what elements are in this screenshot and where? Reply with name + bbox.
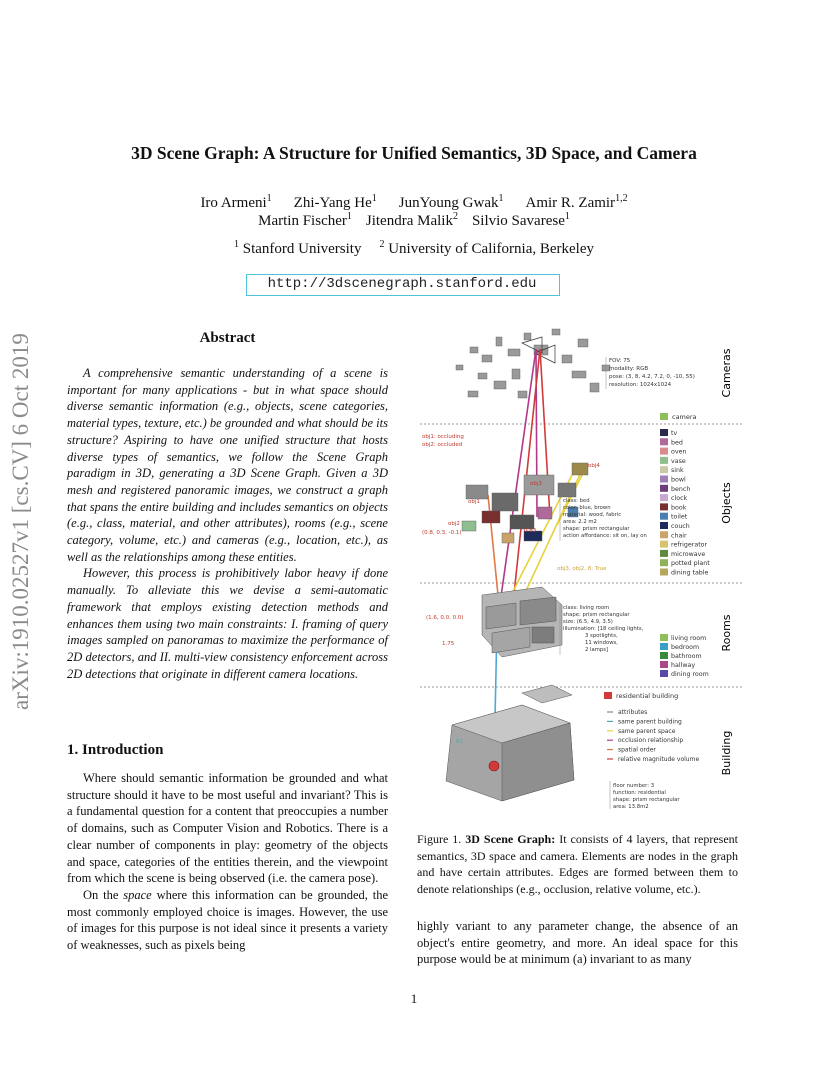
layer-label-building: Building: [720, 730, 733, 776]
svg-text:area: 13.8m2: area: 13.8m2: [613, 804, 649, 810]
svg-text:shape: prism rectangular: shape: prism rectangular: [563, 612, 630, 618]
legend-label: refrigerator: [671, 541, 708, 549]
legend-swatch: [660, 643, 668, 650]
object-legend: [660, 429, 710, 577]
legend-swatch: [660, 438, 668, 445]
legend-label: dining room: [671, 671, 709, 678]
legend-swatch: [660, 457, 668, 464]
camera-legend-swatch: [660, 413, 668, 420]
legend-swatch: [660, 503, 668, 510]
legend-label: same parent building: [618, 718, 682, 726]
legend-swatch: [660, 670, 668, 677]
svg-text:(0.8, 0.3, -0.1): (0.8, 0.3, -0.1): [422, 530, 462, 536]
same-space-label: obj3, obj2, 8: True: [557, 566, 607, 572]
svg-text:obj4: obj4: [588, 463, 600, 469]
svg-text:floor number: 3: floor number: 3: [613, 783, 655, 789]
camera-attributes: [606, 357, 695, 389]
figure-1: [412, 325, 742, 817]
graph-edges: [488, 349, 587, 765]
legend-label: oven: [671, 448, 687, 456]
legend-swatch: [660, 541, 668, 548]
svg-text:obj3: obj3: [530, 481, 542, 487]
affiliation: $^1$ Stanford University: [233, 239, 362, 257]
svg-text:size: (6.5, 4.9, 3.5): size: (6.5, 4.9, 3.5): [563, 619, 613, 625]
edge-legend: [607, 709, 699, 763]
authors-line-2: [0, 213, 828, 230]
svg-text:2 lamps]: 2 lamps]: [585, 647, 609, 653]
intro-paragraph-2: On the space where this information can be grounded, the most commonly employed choice is images. However, the use of images for this purpose is not ideal since it presents a variety of weaknesses, such as pixels being: [67, 887, 388, 953]
emphasis-space: space: [123, 887, 152, 902]
svg-text:modality: RGB: modality: RGB: [609, 366, 649, 372]
arxiv-stamp: [8, 298, 48, 710]
author-name: Zhi-Yang He$^1$: [293, 193, 377, 211]
project-url[interactable]: http://3dscenegraph.stanford.edu: [267, 276, 537, 292]
legend-label: relative magnitude volume: [618, 756, 700, 763]
abstract-body: [67, 365, 388, 682]
building-attributes: [610, 781, 680, 810]
legend-label: sink: [671, 467, 684, 475]
legend-label: occlusion relationship: [618, 737, 684, 745]
room-attributes: [560, 603, 644, 655]
svg-text:obj1: occluding: obj1: occluding: [422, 434, 464, 440]
legend-swatch: [660, 559, 668, 566]
svg-text:shape: prism rectangular: shape: prism rectangular: [613, 797, 680, 803]
author-name: Amir R. Zamir$^{1,2}$: [525, 193, 628, 211]
building-node: [489, 761, 499, 771]
legend-label: tv: [671, 430, 678, 437]
legend-swatch: [660, 661, 668, 668]
legend-label: bedroom: [671, 644, 700, 651]
legend-label: couch: [671, 523, 690, 530]
arxiv-id: arXiv:1910.02527v1 [cs.CV] 6 Oct 2019: [8, 333, 33, 710]
svg-text:material: wood, fabric: material: wood, fabric: [563, 512, 622, 518]
author-name: Iro Armeni$^1$: [200, 193, 272, 211]
intro-heading: 1. Introduction: [67, 742, 164, 758]
svg-text:obj2: occluded: obj2: occluded: [422, 442, 463, 448]
svg-text:obj1: obj1: [468, 499, 480, 505]
right-column-paragraph: highly variant to any parameter change, the absence of an object's entire geometry, and more. An ideal space for this purpose would be at minimum (a) invariant to as many: [417, 919, 738, 967]
legend-swatch: [660, 513, 668, 520]
layer-label-objects: Objects: [720, 482, 733, 524]
legend-swatch: [660, 429, 668, 436]
svg-text:class: bed: class: bed: [563, 498, 590, 504]
legend-label: living room: [671, 635, 707, 642]
legend-label: vase: [671, 457, 686, 465]
building-legend-label: residential building: [616, 692, 679, 700]
author-name: Martin Fischer$^1$: [258, 211, 352, 229]
svg-text:action affordance: sit on, lay: action affordance: sit on, lay on: [563, 533, 647, 539]
abstract-heading: Abstract: [199, 330, 256, 346]
object-attributes: [560, 497, 647, 541]
figure-caption: Figure 1. 3D Scene Graph: It consists of 4 layers, that represent semantics, 3D space and camera. Elements are nodes in the graph and have certain attributes. Edges are formed between them to denote relationships (e.g., occlusion, relative volume, etc.).: [417, 832, 738, 896]
svg-text:color: blue, brown: color: blue, brown: [563, 505, 611, 511]
svg-text:illumination: [18 ceiling ligh: illumination: [18 ceiling lights,: [563, 626, 644, 632]
layer-label-rooms: Rooms: [720, 614, 733, 652]
svg-text:(1.6, 0.0, 0.0): (1.6, 0.0, 0.0): [426, 615, 464, 621]
scene-graph-figure: [412, 325, 742, 817]
abstract-paragraph-1: A comprehensive semantic understanding of a scene is important for many applications - but in what space should diverse semantic information (e.g., objects, scene categories, material types, texture, etc.) be grounded and what should be its structure? Aspiring to have one unified structure that hosts diverse types of semantics, we follow the Scene Graph paradigm in 3D, generating a 3D Scene Graph. Given a 3D mesh and registered panoramic images, we construct a graph that spans the entire building and includes semantics on objects (e.g., class, material, and other attributes), rooms (e.g., scene category, volume, etc.) and cameras (e.g., location, etc.), as well as the relationships among these entities.: [67, 366, 388, 564]
svg-text:3 spotlights,: 3 spotlights,: [585, 633, 618, 639]
svg-text:obj2: obj2: [448, 521, 460, 527]
svg-text:pose: (3, 8, 4.2, 7.2, 0, -10,: pose: (3, 8, 4.2, 7.2, 0, -10, 55): [609, 374, 695, 380]
right-column-text: [417, 918, 738, 968]
svg-text:shape: prism rectangular: shape: prism rectangular: [563, 526, 630, 532]
legend-swatch: [660, 494, 668, 501]
author-name: JunYoung Gwak$^1$: [398, 193, 504, 211]
author-name: Silvio Savarese$^1$: [471, 211, 570, 229]
intro-paragraph-1: Where should semantic information be grounded and what structure should it have to be most useful and invariant? This is a fundamental question for a content that preoccupies a number of domains, such as Computer Vision and Robotics. There is a clear number of components in play: geometry of the objects and space, categories of the entities therein, and the viewpoint from which the scene is being observed (i.e. the camera pose).: [67, 771, 388, 886]
page-number: 1: [410, 991, 418, 1006]
legend-label: bench: [671, 485, 691, 493]
legend-label: bed: [671, 439, 683, 447]
legend-swatch: [660, 531, 668, 538]
caption-bold: 3D Scene Graph:: [465, 832, 556, 846]
legend-swatch: [660, 569, 668, 576]
room-legend: [660, 634, 709, 678]
abstract-paragraph-2: However, this process is prohibitively labor heavy if done manually. To alleviate this we devise a semi-automatic framework that employs existing detection methods and enhances them using two main constraints: I. framing of query images sampled on panoramas to maximize the performance of 2D detectors, and II. multi-view consistency enforcement across 2D detections that originate in different camera locations.: [67, 566, 388, 681]
svg-text:0.83: 0.83: [524, 528, 537, 534]
legend-label: attributes: [618, 709, 648, 716]
legend-label: clock: [671, 495, 688, 503]
legend-label: bathroom: [671, 653, 702, 660]
camera-legend-label: camera: [672, 413, 697, 421]
rooms-layer-scene: [482, 587, 562, 657]
room-labels: [426, 615, 464, 647]
legend-label: bowl: [671, 476, 686, 484]
author-name: Jitendra Malik$^2$: [365, 211, 458, 229]
svg-text:function: residential: function: residential: [613, 790, 666, 796]
legend-label: dining table: [671, 569, 709, 577]
legend-swatch: [660, 550, 668, 557]
legend-label: microwave: [671, 550, 706, 558]
legend-swatch: [660, 476, 668, 483]
authors-line-1: [0, 195, 828, 212]
affiliations: [0, 241, 828, 258]
legend-swatch: [660, 634, 668, 641]
legend-label: same parent space: [618, 727, 676, 735]
paper-title: 3D Scene Graph: A Structure for Unified Semantics, 3D Space, and Camera: [131, 143, 697, 163]
building-legend-swatch: [604, 692, 612, 699]
svg-text:area: 2.2 m2: area: 2.2 m2: [563, 519, 597, 525]
building-rel-label: R1: [456, 739, 464, 745]
svg-text:1.75: 1.75: [442, 641, 455, 647]
svg-text:FOV: 75: FOV: 75: [609, 358, 631, 364]
svg-text:11 windows,: 11 windows,: [585, 640, 618, 646]
building-layer-scene: [446, 685, 574, 801]
legend-label: spatial order: [618, 746, 656, 754]
legend-swatch: [660, 652, 668, 659]
legend-swatch: [660, 522, 668, 529]
legend-swatch: [660, 448, 668, 455]
svg-text:resolution: 1024x1024: resolution: 1024x1024: [609, 382, 672, 388]
legend-label: book: [671, 504, 687, 512]
intro-body: [67, 770, 388, 954]
legend-label: potted plant: [671, 560, 710, 568]
legend-label: chair: [671, 532, 687, 540]
legend-swatch: [660, 485, 668, 492]
legend-label: toilet: [671, 513, 688, 521]
layer-label-cameras: Cameras: [720, 348, 733, 398]
svg-text:class: living room: class: living room: [563, 605, 610, 611]
legend-label: hallway: [671, 662, 696, 669]
legend-swatch: [660, 466, 668, 473]
affiliation: $^2$ University of California, Berkeley: [379, 239, 594, 257]
